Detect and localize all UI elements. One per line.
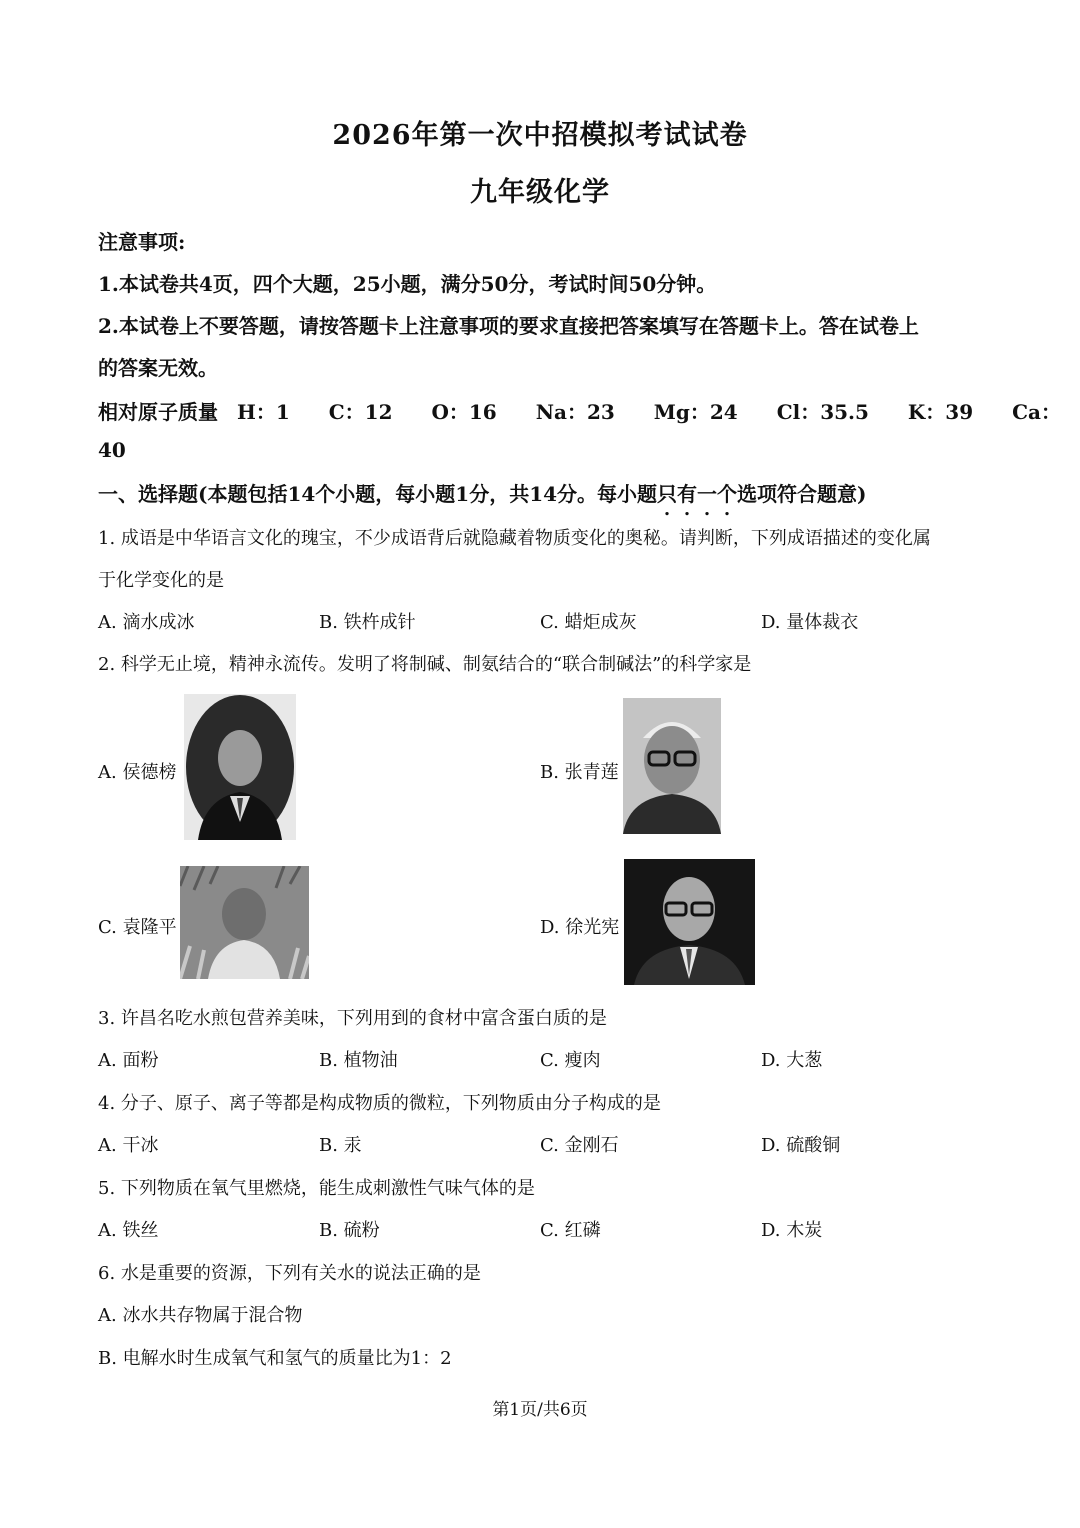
atomic-mass-o: O：16 <box>431 400 497 424</box>
emphasis-char: 有 <box>677 482 698 506</box>
question-6-stem: 6. 水是重要的资源，下列有关水的说法正确的是 <box>98 1263 481 1284</box>
emphasis-char: 只 <box>657 482 678 506</box>
question-1-stem: 1. 成语是中华语言文化的瑰宝，不少成语背后就隐藏着物质变化的奥秘。请判断，下列成语描述的变化属 <box>98 528 931 549</box>
atomic-mass-ca: Ca： <box>1012 400 1061 424</box>
question-3-option-a: A. 面粉 <box>98 1050 159 1071</box>
atomic-mass-c: C：12 <box>328 400 393 424</box>
question-2-stem: 2. 科学无止境，精神永流传。发明了将制碱、制氨结合的“联合制碱法”的科学家是 <box>98 654 752 675</box>
question-2-option-d: D. 徐光宪 <box>540 917 620 938</box>
portrait-photo-c <box>180 866 309 979</box>
atomic-mass-cl: Cl：35.5 <box>776 400 869 424</box>
question-4-stem: 4. 分子、原子、离子等都是构成物质的微粒，下列物质由分子构成的是 <box>98 1093 661 1114</box>
question-2-option-a: A. 侯德榜 <box>98 762 177 783</box>
question-4-option-d: D. 硫酸铜 <box>761 1135 841 1156</box>
question-3-option-c: C. 瘦肉 <box>540 1050 601 1071</box>
question-3-option-b: B. 植物油 <box>319 1050 398 1071</box>
atomic-mass-row <box>98 396 1061 425</box>
portrait-d-image <box>624 859 755 985</box>
question-4-option-b: B. 汞 <box>319 1135 362 1156</box>
notes-heading: 注意事项: <box>98 230 186 254</box>
question-5-stem: 5. 下列物质在氧气里燃烧，能生成刺激性气味气体的是 <box>98 1178 535 1199</box>
question-3-stem: 3. 许昌名吃水煎包营养美味，下列用到的食材中富含蛋白质的是 <box>98 1008 607 1029</box>
question-5-option-c: C. 红磷 <box>540 1220 601 1241</box>
question-1-option-d: D. 量体裁衣 <box>761 612 859 633</box>
emphasis-char: 一 <box>697 482 718 506</box>
exam-subtitle: 九年级化学 <box>470 177 610 208</box>
question-6-option-b: B. 电解水时生成氧气和氢气的质量比为1：2 <box>98 1348 452 1369</box>
emphasis-char: 个 <box>717 482 738 506</box>
portrait-a-image <box>184 694 296 840</box>
question-5-option-b: B. 硫粉 <box>319 1220 380 1241</box>
question-5-option-a: A. 铁丝 <box>98 1220 159 1241</box>
atomic-mass-k: K：39 <box>907 400 974 424</box>
question-4-option-c: C. 金刚石 <box>540 1135 619 1156</box>
portrait-photo-a <box>184 694 296 840</box>
question-3-option-d: D. 大葱 <box>761 1050 823 1071</box>
portrait-photo-b <box>623 698 721 834</box>
question-1-option-c: C. 蜡炬成灰 <box>540 612 637 633</box>
notes-item-1: 1.本试卷共4页，四个大题，25小题，满分50分，考试时间50分钟。 <box>98 272 717 296</box>
notes-item-2-line-1: 2.本试卷上不要答题，请按答题卡上注意事项的要求直接把答案填写在答题卡上。答在试卷上 <box>98 314 919 338</box>
exam-title: 2026年第一次中招模拟考试试卷 <box>332 120 748 151</box>
question-1-option-b: B. 铁杵成针 <box>319 612 416 633</box>
portrait-b-image <box>623 698 721 834</box>
portrait-photo-d <box>624 859 755 985</box>
question-6-option-a: A. 冰水共存物属于混合物 <box>98 1305 303 1326</box>
question-4-option-a: A. 干冰 <box>98 1135 159 1156</box>
question-2-option-c: C. 袁隆平 <box>98 917 177 938</box>
question-1-stem-cont: 于化学变化的是 <box>98 570 224 591</box>
atomic-mass-label: 相对原子质量 <box>98 400 218 424</box>
notes-item-2-line-2: 的答案无效。 <box>98 356 218 380</box>
question-5-option-d: D. 木炭 <box>761 1220 823 1241</box>
atomic-mass-na: Na：23 <box>535 400 615 424</box>
atomic-mass-h: H：1 <box>236 400 290 424</box>
atomic-mass-mg: Mg：24 <box>653 400 738 424</box>
question-2-option-b: B. 张青莲 <box>540 762 619 783</box>
question-1-option-a: A. 滴水成冰 <box>98 612 195 633</box>
page-number: 第1页/共6页 <box>492 1400 588 1420</box>
atomic-mass-ca-value: 40 <box>98 438 126 462</box>
section-1-heading: 一、选择题(本题包括14个小题，每小题1分，共14分。每小题只有一个选项符合题意) <box>98 482 867 506</box>
portrait-c-image <box>180 866 309 979</box>
